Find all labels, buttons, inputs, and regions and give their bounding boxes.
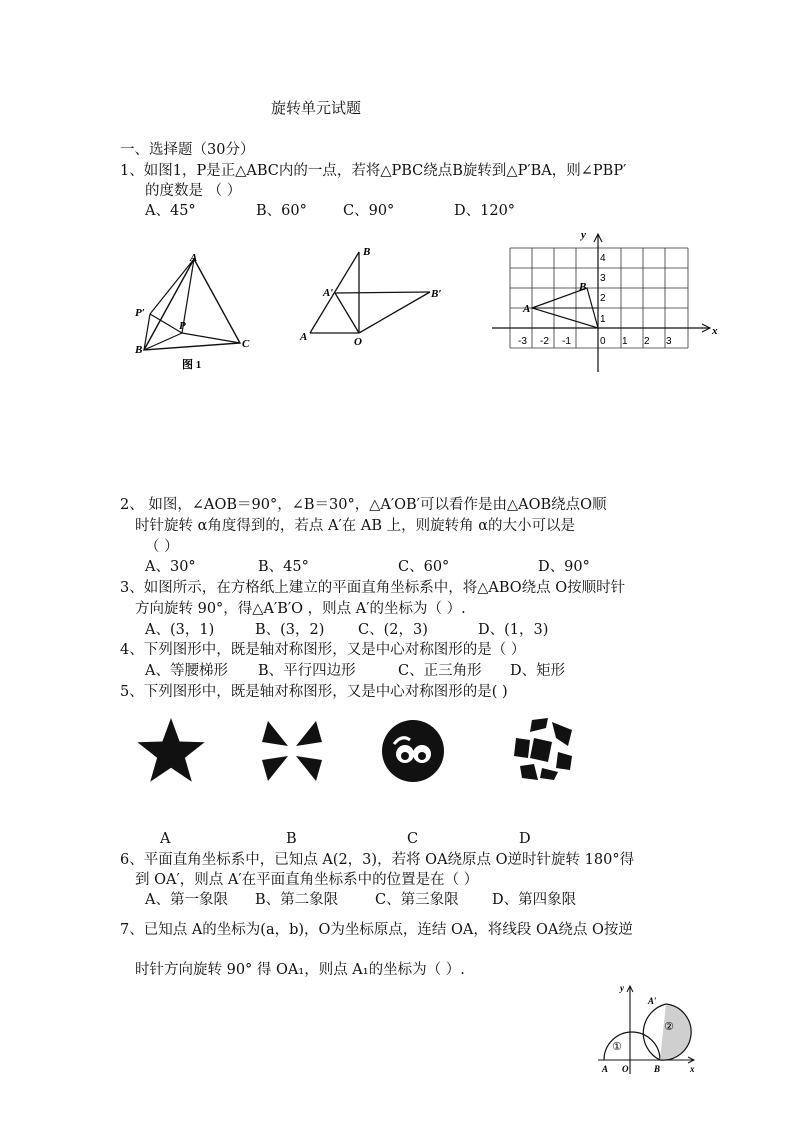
q6-option-c: C、第三象限 [375,892,459,908]
fig1-label-a: A [190,252,198,264]
q5-shape-d-squares [512,718,574,782]
q7-line1: 7、已知点 A的坐标为(a，b)，O为坐标原点，连结 OA，将线段 OA绕点 O按逆 [120,922,633,938]
fig3-xtick-0: 0 [600,336,606,347]
q1-line2: 的度数是 （ ） [145,183,242,199]
fig3-ytick-2: 2 [600,293,606,304]
q6-option-d: D、第四象限 [492,892,577,908]
q1-option-b: B、60° [256,203,307,219]
q5-shape-b-pinwheel [258,718,326,784]
q5-label-c: C [407,831,419,847]
fig3-xtick-neg2: -2 [540,336,549,347]
fig3-point-a: A [523,303,531,315]
fig3-ytick-1: 1 [600,314,606,325]
q3-option-a: A、(3，1) [145,622,215,638]
q3-line1: 3、如图所示，在方格纸上建立的平面直角坐标系中，将△ABO绕点 O按顺时针 [120,580,626,596]
fig3-xtick-2: 2 [644,336,650,347]
q4-option-a: A、等腰梯形 [145,663,228,679]
fig1-label-p-prime: P′ [135,307,145,319]
q4-option-d: D、矩形 [510,663,566,679]
fig3-xtick-3: 3 [666,336,672,347]
q5-shape-a-star [134,716,208,786]
fig7-label-b: B [654,1064,661,1074]
fig2-label-b: B [363,246,371,258]
q5-line1: 5、下列图形中，既是轴对称图形，又是中心对称图形的是( ) [120,684,508,700]
fig7-label-o: O [622,1064,629,1074]
q3-option-c: C、(2，3) [358,622,428,638]
q3-option-d: D、(1，3) [478,622,549,638]
q6-line1: 6、平面直角坐标系中，已知点 A(2，3)，若将 OA绕原点 O逆时针旋转 180°得 [120,852,635,868]
q5-label-a: A [160,831,171,847]
fig1-caption: 图 1 [182,359,202,371]
q2-option-d: D、90° [538,559,590,575]
fig7-label-a-prime: A′ [648,996,657,1006]
q7-line2: 时针方向旋转 90° 得 OA₁，则点 A₁的坐标为（ ）. [135,962,465,978]
q6-line2: 到 OA′，则点 A′在平面直角坐标系中的位置是在（ ） [135,872,479,888]
fig7-axis-y: y [620,983,624,993]
fig7-region-1: ① [612,1040,622,1053]
fig1-label-b: B [135,344,143,356]
q2-line2: 时针旋转 α角度得到的，若点 A′在 AB 上，则旋转角 α的大小可以是 [135,518,576,534]
q4-line1: 4、下列图形中，既是轴对称图形，又是中心对称图形的是（ ） [120,642,526,658]
q3-line2: 方向旋转 90°，得△A′B′O ，则点 A′的坐标为（ ）. [135,601,466,617]
q6-option-a: A、第一象限 [145,892,228,908]
q4-option-b: B、平行四边形 [258,663,356,679]
q2-line1: 2、 如图，∠AOB＝90°，∠B＝30°，△A′OB′可以看作是由△AOB绕点O顺 [120,497,607,513]
fig3-xtick-neg3: -3 [518,336,527,347]
fig3-point-b: B [579,281,587,293]
fig7-label-a: A [602,1064,609,1074]
fig1-label-c: C [242,338,250,350]
figure-7-semicircles [594,982,704,1078]
q1-option-c: C、90° [343,203,395,219]
figure-2-rotation [296,240,456,350]
fig2-label-o: O [354,336,362,348]
fig7-region-2: ② [664,1020,674,1033]
q2-option-c: C、60° [398,559,450,575]
q5-label-d: D [519,831,531,847]
section-heading: 一、选择题（30分） [120,142,255,158]
q1-option-d: D、120° [454,203,516,219]
fig7-axis-x: x [690,1064,695,1074]
fig3-axis-y: y [581,229,586,241]
fig1-label-p: P [179,320,186,332]
fig2-label-a-prime: A′ [323,287,334,299]
q5-label-b: B [286,831,297,847]
fig3-ytick-3: 3 [600,273,606,284]
q2-line3: （ ） [145,539,179,555]
q1-option-a: A、45° [145,203,196,219]
fig3-xtick-1: 1 [622,336,628,347]
q6-option-b: B、第二象限 [255,892,339,908]
q3-option-b: B、(3，2) [255,622,325,638]
fig2-label-b-prime: B′ [431,288,442,300]
figure-1-triangle [118,240,268,375]
q1-line1: 1、如图1，P是正△ABC内的一点，若将△PBC绕点B旋转到△P′BA，则∠PBP′ [120,163,627,179]
fig3-xtick-neg1: -1 [562,336,571,347]
q2-option-b: B、45° [258,559,309,575]
fig3-ytick-4: 4 [600,253,606,264]
q2-option-a: A、30° [145,559,196,575]
page-title: 旋转单元试题 [271,99,362,117]
fig3-axis-x: x [712,325,718,337]
figure-3-grid [488,226,724,376]
q5-shape-c-circle [380,718,446,784]
fig2-label-a: A [300,331,308,343]
q4-option-c: C、正三角形 [398,663,482,679]
